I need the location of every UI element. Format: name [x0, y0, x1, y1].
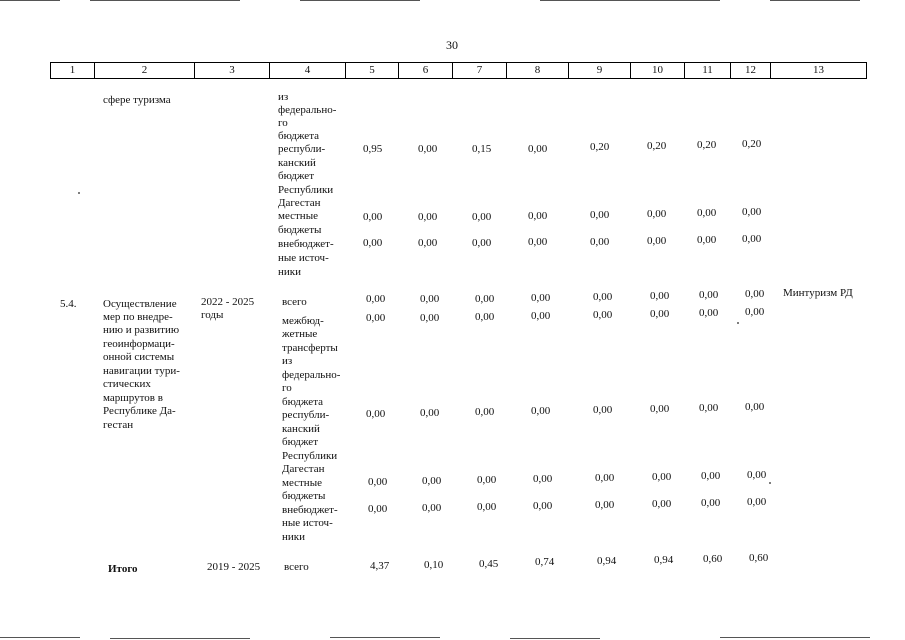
scan-speck — [737, 322, 739, 324]
total-value: 0,10 — [424, 559, 444, 571]
source-line: из — [282, 355, 293, 367]
value-cell: 0,00 — [745, 401, 765, 413]
value-cell: 0,00 — [533, 473, 553, 485]
scan-edge-artifact — [330, 637, 440, 638]
value-cell: 0,95 — [363, 143, 383, 155]
source-line: жетные — [282, 328, 318, 340]
value-cell: 0,00 — [650, 403, 670, 415]
value-cell: 0,00 — [742, 233, 762, 245]
source-line: Республики — [282, 450, 338, 462]
measure-name-line: мер по внедре- — [103, 311, 173, 323]
source-line: Дагестан — [282, 463, 325, 475]
value-cell: 0,00 — [590, 236, 610, 248]
value-cell: 0,00 — [747, 496, 767, 508]
value-cell: 0,15 — [472, 143, 492, 155]
scan-speck — [769, 482, 771, 484]
scan-edge-artifact — [770, 0, 860, 1]
table-header-row — [50, 62, 867, 79]
total-value: 0,94 — [654, 554, 674, 566]
total-value: 0,74 — [535, 556, 555, 568]
executor: Минтуризм РД — [783, 287, 853, 299]
value-cell: 0,00 — [593, 404, 613, 416]
value-cell: 0,00 — [368, 476, 388, 488]
value-cell: 0,00 — [533, 500, 553, 512]
source-line: го — [282, 382, 292, 394]
value-cell: 0,00 — [745, 288, 765, 300]
value-cell: 0,00 — [472, 211, 492, 223]
source-line: федерально- — [282, 369, 341, 381]
value-cell: 0,00 — [366, 293, 386, 305]
scan-edge-artifact — [110, 638, 250, 639]
source-line: Дагестан — [278, 197, 321, 209]
value-cell: 0,20 — [647, 140, 667, 152]
header-cell: 4 — [270, 63, 346, 78]
total-value: 0,60 — [703, 553, 723, 565]
source-line: канский — [278, 157, 316, 169]
value-cell: 0,00 — [366, 312, 386, 324]
value-cell: 0,00 — [528, 210, 548, 222]
source-line: бюджеты — [282, 490, 326, 502]
measure-name-line: Осуществление — [103, 298, 177, 310]
value-cell: 0,00 — [697, 207, 717, 219]
period-line: годы — [201, 309, 224, 321]
source-line: республи- — [278, 143, 326, 155]
scan-speck — [78, 192, 80, 194]
source-line: внебюджет- — [278, 238, 334, 250]
value-cell: 0,00 — [418, 143, 438, 155]
source-line: бюджеты — [278, 224, 322, 236]
total-value: 0,45 — [479, 558, 499, 570]
value-cell: 0,20 — [590, 141, 610, 153]
period-line: 2022 - 2025 — [201, 296, 255, 308]
header-cell: 5 — [346, 63, 399, 78]
value-cell: 0,00 — [420, 293, 440, 305]
measure-name-line: гестан — [103, 419, 134, 431]
source-line: бюджета — [278, 130, 320, 142]
source-line: го — [278, 117, 288, 129]
value-cell: 0,00 — [418, 237, 438, 249]
scan-edge-artifact — [0, 637, 80, 638]
value-cell: 0,00 — [420, 312, 440, 324]
source-line: республи- — [282, 409, 330, 421]
header-cell: 10 — [631, 63, 685, 78]
value-cell: 0,00 — [475, 293, 495, 305]
header-cell: 7 — [453, 63, 507, 78]
value-cell: 0,00 — [531, 405, 551, 417]
source-line: бюджета — [282, 396, 324, 408]
total-period: 2019 - 2025 — [207, 561, 261, 573]
value-cell: 0,00 — [701, 470, 721, 482]
value-cell: 0,00 — [697, 234, 717, 246]
value-cell: 0,00 — [650, 290, 670, 302]
value-cell: 0,00 — [593, 291, 613, 303]
value-cell: 0,00 — [647, 235, 667, 247]
scan-edge-artifact — [300, 0, 420, 1]
value-cell: 0,00 — [595, 499, 615, 511]
scan-edge-artifact — [720, 637, 870, 638]
value-cell: 0,00 — [745, 306, 765, 318]
source-total-label: всего — [282, 296, 307, 308]
scan-edge-artifact — [0, 0, 60, 1]
value-cell: 0,00 — [477, 474, 497, 486]
value-cell: 0,00 — [472, 237, 492, 249]
value-cell: 0,00 — [590, 209, 610, 221]
value-cell: 0,00 — [528, 143, 548, 155]
source-line: межбюд- — [282, 315, 324, 327]
total-value: 0,94 — [597, 555, 617, 567]
source-line: федерально- — [278, 104, 337, 116]
measure-name-line: маршрутов в — [103, 392, 163, 404]
scan-edge-artifact — [510, 638, 600, 639]
value-cell: 0,00 — [363, 211, 383, 223]
measure-name-line: геоинформаци- — [103, 338, 175, 350]
value-cell: 0,00 — [747, 469, 767, 481]
total-label: Итого — [108, 563, 138, 575]
value-cell: 0,20 — [742, 138, 762, 150]
source-line: бюджет — [282, 436, 318, 448]
value-cell: 0,00 — [647, 208, 667, 220]
value-cell: 0,00 — [420, 407, 440, 419]
header-cell: 8 — [507, 63, 569, 78]
source-line: Республики — [278, 184, 334, 196]
value-cell: 0,00 — [475, 406, 495, 418]
total-value: 4,37 — [370, 560, 390, 572]
measure-name-line: Республике Да- — [103, 405, 176, 417]
value-cell: 0,00 — [701, 497, 721, 509]
source-line: местные — [278, 210, 318, 222]
value-cell: 0,00 — [528, 236, 548, 248]
value-cell: 0,00 — [650, 308, 670, 320]
measure-name-line: стических — [103, 378, 151, 390]
source-line: ники — [278, 266, 302, 278]
header-cell: 12 — [731, 63, 771, 78]
source-line: из — [278, 91, 289, 103]
source-line: местные — [282, 477, 322, 489]
row-number: 5.4. — [60, 298, 77, 310]
measure-name-line: навигации тури- — [103, 365, 180, 377]
value-cell: 0,00 — [652, 498, 672, 510]
value-cell: 0,00 — [418, 211, 438, 223]
value-cell: 0,00 — [652, 471, 672, 483]
measure-name-line: онной системы — [103, 351, 175, 363]
row-name-continued: сфере туризма — [103, 94, 171, 106]
value-cell: 0,00 — [368, 503, 388, 515]
value-cell: 0,00 — [475, 311, 495, 323]
header-cell: 2 — [95, 63, 195, 78]
page-number: 30 — [446, 38, 458, 52]
header-cell: 9 — [569, 63, 631, 78]
value-cell: 0,00 — [742, 206, 762, 218]
value-cell: 0,00 — [531, 292, 551, 304]
value-cell: 0,00 — [477, 501, 497, 513]
source-line: ные источ- — [282, 517, 333, 529]
header-cell: 6 — [399, 63, 453, 78]
header-cell: 1 — [51, 63, 95, 78]
scan-edge-artifact — [540, 0, 720, 1]
value-cell: 0,00 — [363, 237, 383, 249]
value-cell: 0,00 — [699, 307, 719, 319]
scan-edge-artifact — [90, 0, 240, 1]
measure-name-line: нию и развитию — [103, 324, 180, 336]
source-line: ные источ- — [278, 252, 329, 264]
total-value: 0,60 — [749, 552, 769, 564]
value-cell: 0,20 — [697, 139, 717, 151]
source-line: ники — [282, 531, 306, 543]
value-cell: 0,00 — [531, 310, 551, 322]
value-cell: 0,00 — [699, 289, 719, 301]
value-cell: 0,00 — [366, 408, 386, 420]
value-cell: 0,00 — [699, 402, 719, 414]
value-cell: 0,00 — [422, 502, 442, 514]
value-cell: 0,00 — [595, 472, 615, 484]
value-cell: 0,00 — [593, 309, 613, 321]
value-cell: 0,00 — [422, 475, 442, 487]
source-line: канский — [282, 423, 320, 435]
header-cell: 13 — [813, 64, 824, 76]
source-line: трансферты — [282, 342, 338, 354]
source-line: внебюджет- — [282, 504, 338, 516]
total-source: всего — [284, 561, 309, 573]
header-cell: 11 — [685, 63, 731, 78]
source-line: бюджет — [278, 170, 314, 182]
header-cell: 3 — [195, 63, 270, 78]
